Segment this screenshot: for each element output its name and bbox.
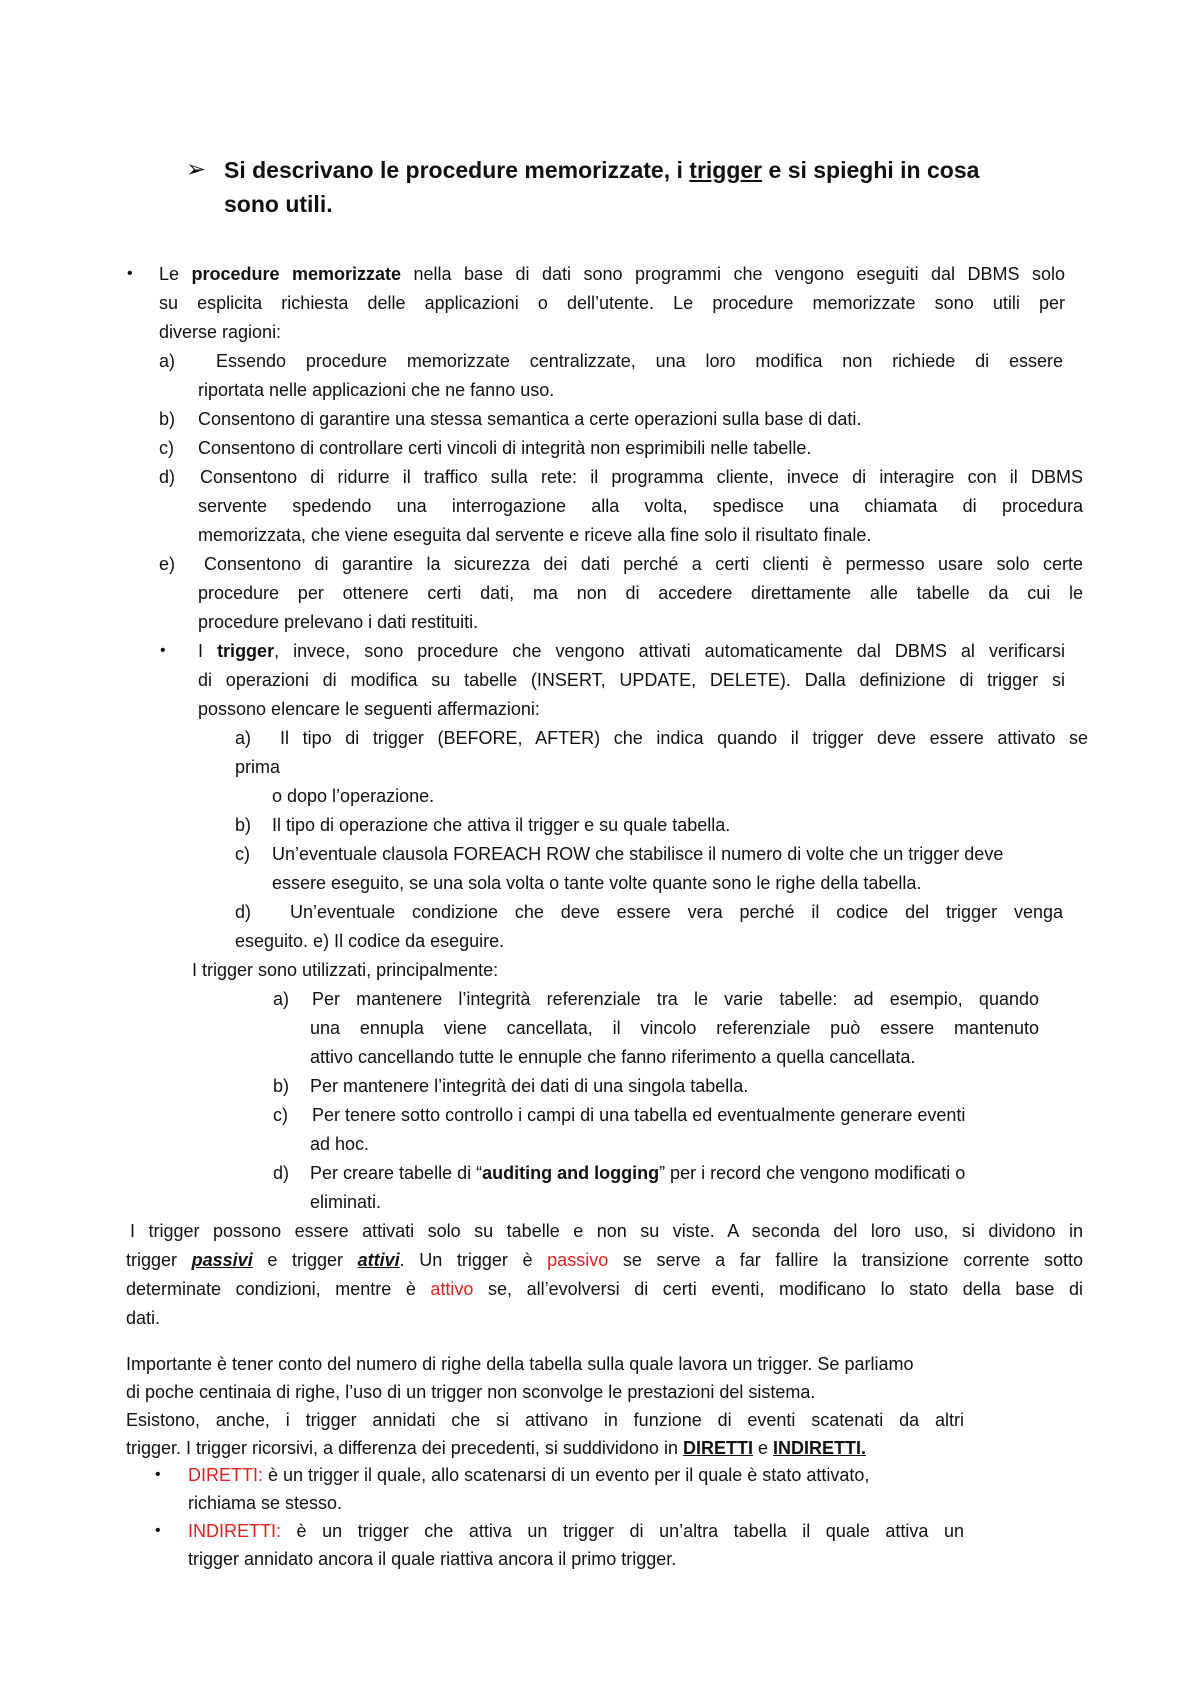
p2-item-d-line2: eseguito. e) Il codice da eseguire.: [235, 931, 505, 951]
p6-diretti-line2: richiama se stesso.: [188, 1493, 343, 1513]
p1-item-d-line2: servente spedendo una interrogazione alla volta, spedisce una chiamata di procedura: [198, 496, 1083, 516]
p2-item-c-line1: Un’eventuale clausola FOREACH ROW che stabilisce il numero di volte che un trigger deve: [272, 844, 1004, 864]
list-label: a): [235, 728, 252, 748]
p5-line2: di poche centinaia di righe, l’uso di un trigger non sconvolge le prestazioni del sistema.: [126, 1382, 816, 1402]
list-label: e): [159, 554, 176, 574]
p3-item-a-line3: attivo cancellando tutte le ennuple che fanno riferimento a quella cancellata.: [310, 1047, 916, 1067]
p2-item-a-line1: Il tipo di trigger (BEFORE, AFTER) che indica quando il trigger deve essere attivato se: [280, 728, 1088, 748]
p6-indiretti-line2: trigger annidato ancora il quale riattiva ancora il primo trigger.: [188, 1549, 677, 1569]
p6-diretti-line1: DIRETTI: è un trigger il quale, allo scatenarsi di un evento per il quale è stato attivato,: [188, 1465, 870, 1485]
bullet-icon: •: [160, 642, 166, 659]
list-label: c): [159, 438, 174, 458]
p1-line2: su esplicita richiesta delle applicazioni o dell’utente. Le procedure memorizzate sono utili per: [159, 293, 1065, 313]
list-label: b): [235, 815, 252, 835]
p2-item-b-line1: Il tipo di operazione che attiva il trigger e su quale tabella.: [272, 815, 731, 835]
question-heading-line2: sono utili.: [224, 191, 333, 217]
p4-line1: I trigger possono essere attivati solo su tabelle e non su viste. A seconda del loro uso, si dividono in: [130, 1221, 1083, 1241]
p2-item-a-line3: o dopo l’operazione.: [272, 786, 435, 806]
p1-item-e-line3: procedure prelevano i dati restituiti.: [198, 612, 479, 632]
bullet-icon: •: [127, 265, 133, 282]
p3-item-d-line1: Per creare tabelle di “auditing and logging” per i record che vengono modificati o: [310, 1163, 966, 1183]
p2-item-a-line2: prima: [235, 757, 281, 777]
p5-line1: Importante è tener conto del numero di righe della tabella sulla quale lavora un trigger. Se parliamo: [126, 1354, 914, 1374]
list-label: c): [273, 1105, 288, 1125]
list-label: d): [273, 1163, 290, 1183]
list-label: b): [273, 1076, 290, 1096]
p1-item-d-line3: memorizzata, che viene eseguita dal servente e riceve alla fine solo il risultato finale.: [198, 525, 872, 545]
p4-line4: dati.: [126, 1308, 161, 1328]
p1-item-a-line2: riportata nelle applicazioni che ne fanno uso.: [198, 380, 555, 400]
p3-item-c-line2: ad hoc.: [310, 1134, 370, 1154]
p6-indiretti-line1: INDIRETTI: è un trigger che attiva un trigger di un’altra tabella il quale attiva un: [188, 1521, 964, 1541]
arrow-bullet-icon: ➢: [186, 156, 207, 183]
p3-item-a-line2: una ennupla viene cancellata, il vincolo referenziale può essere mantenuto: [310, 1018, 1039, 1038]
p2-item-d-line1: Un’eventuale condizione che deve essere vera perché il codice del trigger venga: [290, 902, 1063, 922]
p1-item-c-line1: Consentono di controllare certi vincoli di integrità non esprimibili nelle tabelle.: [198, 438, 812, 458]
list-label: b): [159, 409, 176, 429]
p5-line4: trigger. I trigger ricorsivi, a differenza dei precedenti, si suddividono in DIRETTI e INDIRETTI.: [126, 1438, 866, 1458]
list-label: d): [235, 902, 252, 922]
p1-item-b-line1: Consentono di garantire una stessa semantica a certe operazioni sulla base di dati.: [198, 409, 862, 429]
p2-item-c-line2: essere eseguito, se una sola volta o tante volte quante sono le righe della tabella.: [272, 873, 922, 893]
p2-line2: di operazioni di modifica su tabelle (INSERT, UPDATE, DELETE). Dalla definizione di trigger si: [198, 670, 1065, 690]
p1-item-a-line1: Essendo procedure memorizzate centralizzate, una loro modifica non richiede di essere: [216, 351, 1063, 371]
list-label: a): [273, 989, 290, 1009]
p2-line1: I trigger, invece, sono procedure che vengono attivati automaticamente dal DBMS al verificarsi: [198, 641, 1065, 661]
list-label: c): [235, 844, 250, 864]
list-label: d): [159, 467, 176, 487]
p3-item-a-line1: Per mantenere l’integrità referenziale tra le varie tabelle: ad esempio, quando: [312, 989, 1039, 1009]
p3-item-b-line1: Per mantenere l’integrità dei dati di una singola tabella.: [310, 1076, 749, 1096]
p1-line1: Le procedure memorizzate nella base di dati sono programmi che vengono eseguiti dal DBMS solo: [159, 264, 1065, 284]
p1-item-e-line1: Consentono di garantire la sicurezza dei dati perché a certi clienti è permesso usare solo certe: [204, 554, 1083, 574]
p4-line3: determinate condizioni, mentre è attivo se, all’evolversi di certi eventi, modificano lo stato della base di: [126, 1279, 1083, 1299]
question-heading-line1: Si descrivano le procedure memorizzate, i trigger e si spieghi in cosa: [224, 157, 980, 183]
bullet-icon: •: [155, 1522, 161, 1539]
p3-item-d-line2: eliminati.: [310, 1192, 382, 1212]
p2-line3: possono elencare le seguenti affermazioni:: [198, 699, 540, 719]
bullet-icon: •: [155, 1466, 161, 1483]
p3-intro: I trigger sono utilizzati, principalmente:: [192, 960, 499, 980]
p1-item-d-line1: Consentono di ridurre il traffico sulla rete: il programma cliente, invece di interagire con il DBMS: [200, 467, 1083, 487]
list-label: a): [159, 351, 176, 371]
p4-line2: trigger passivi e trigger attivi. Un trigger è passivo se serve a far fallire la transizione corrente sotto: [126, 1250, 1083, 1270]
p3-item-c-line1: Per tenere sotto controllo i campi di una tabella ed eventualmente generare eventi: [312, 1105, 966, 1125]
p5-line3: Esistono, anche, i trigger annidati che si attivano in funzione di eventi scatenati da altri: [126, 1410, 964, 1430]
p1-line3: diverse ragioni:: [159, 322, 282, 342]
p1-item-e-line2: procedure per ottenere certi dati, ma non di accedere direttamente alle tabelle da cui le: [198, 583, 1083, 603]
